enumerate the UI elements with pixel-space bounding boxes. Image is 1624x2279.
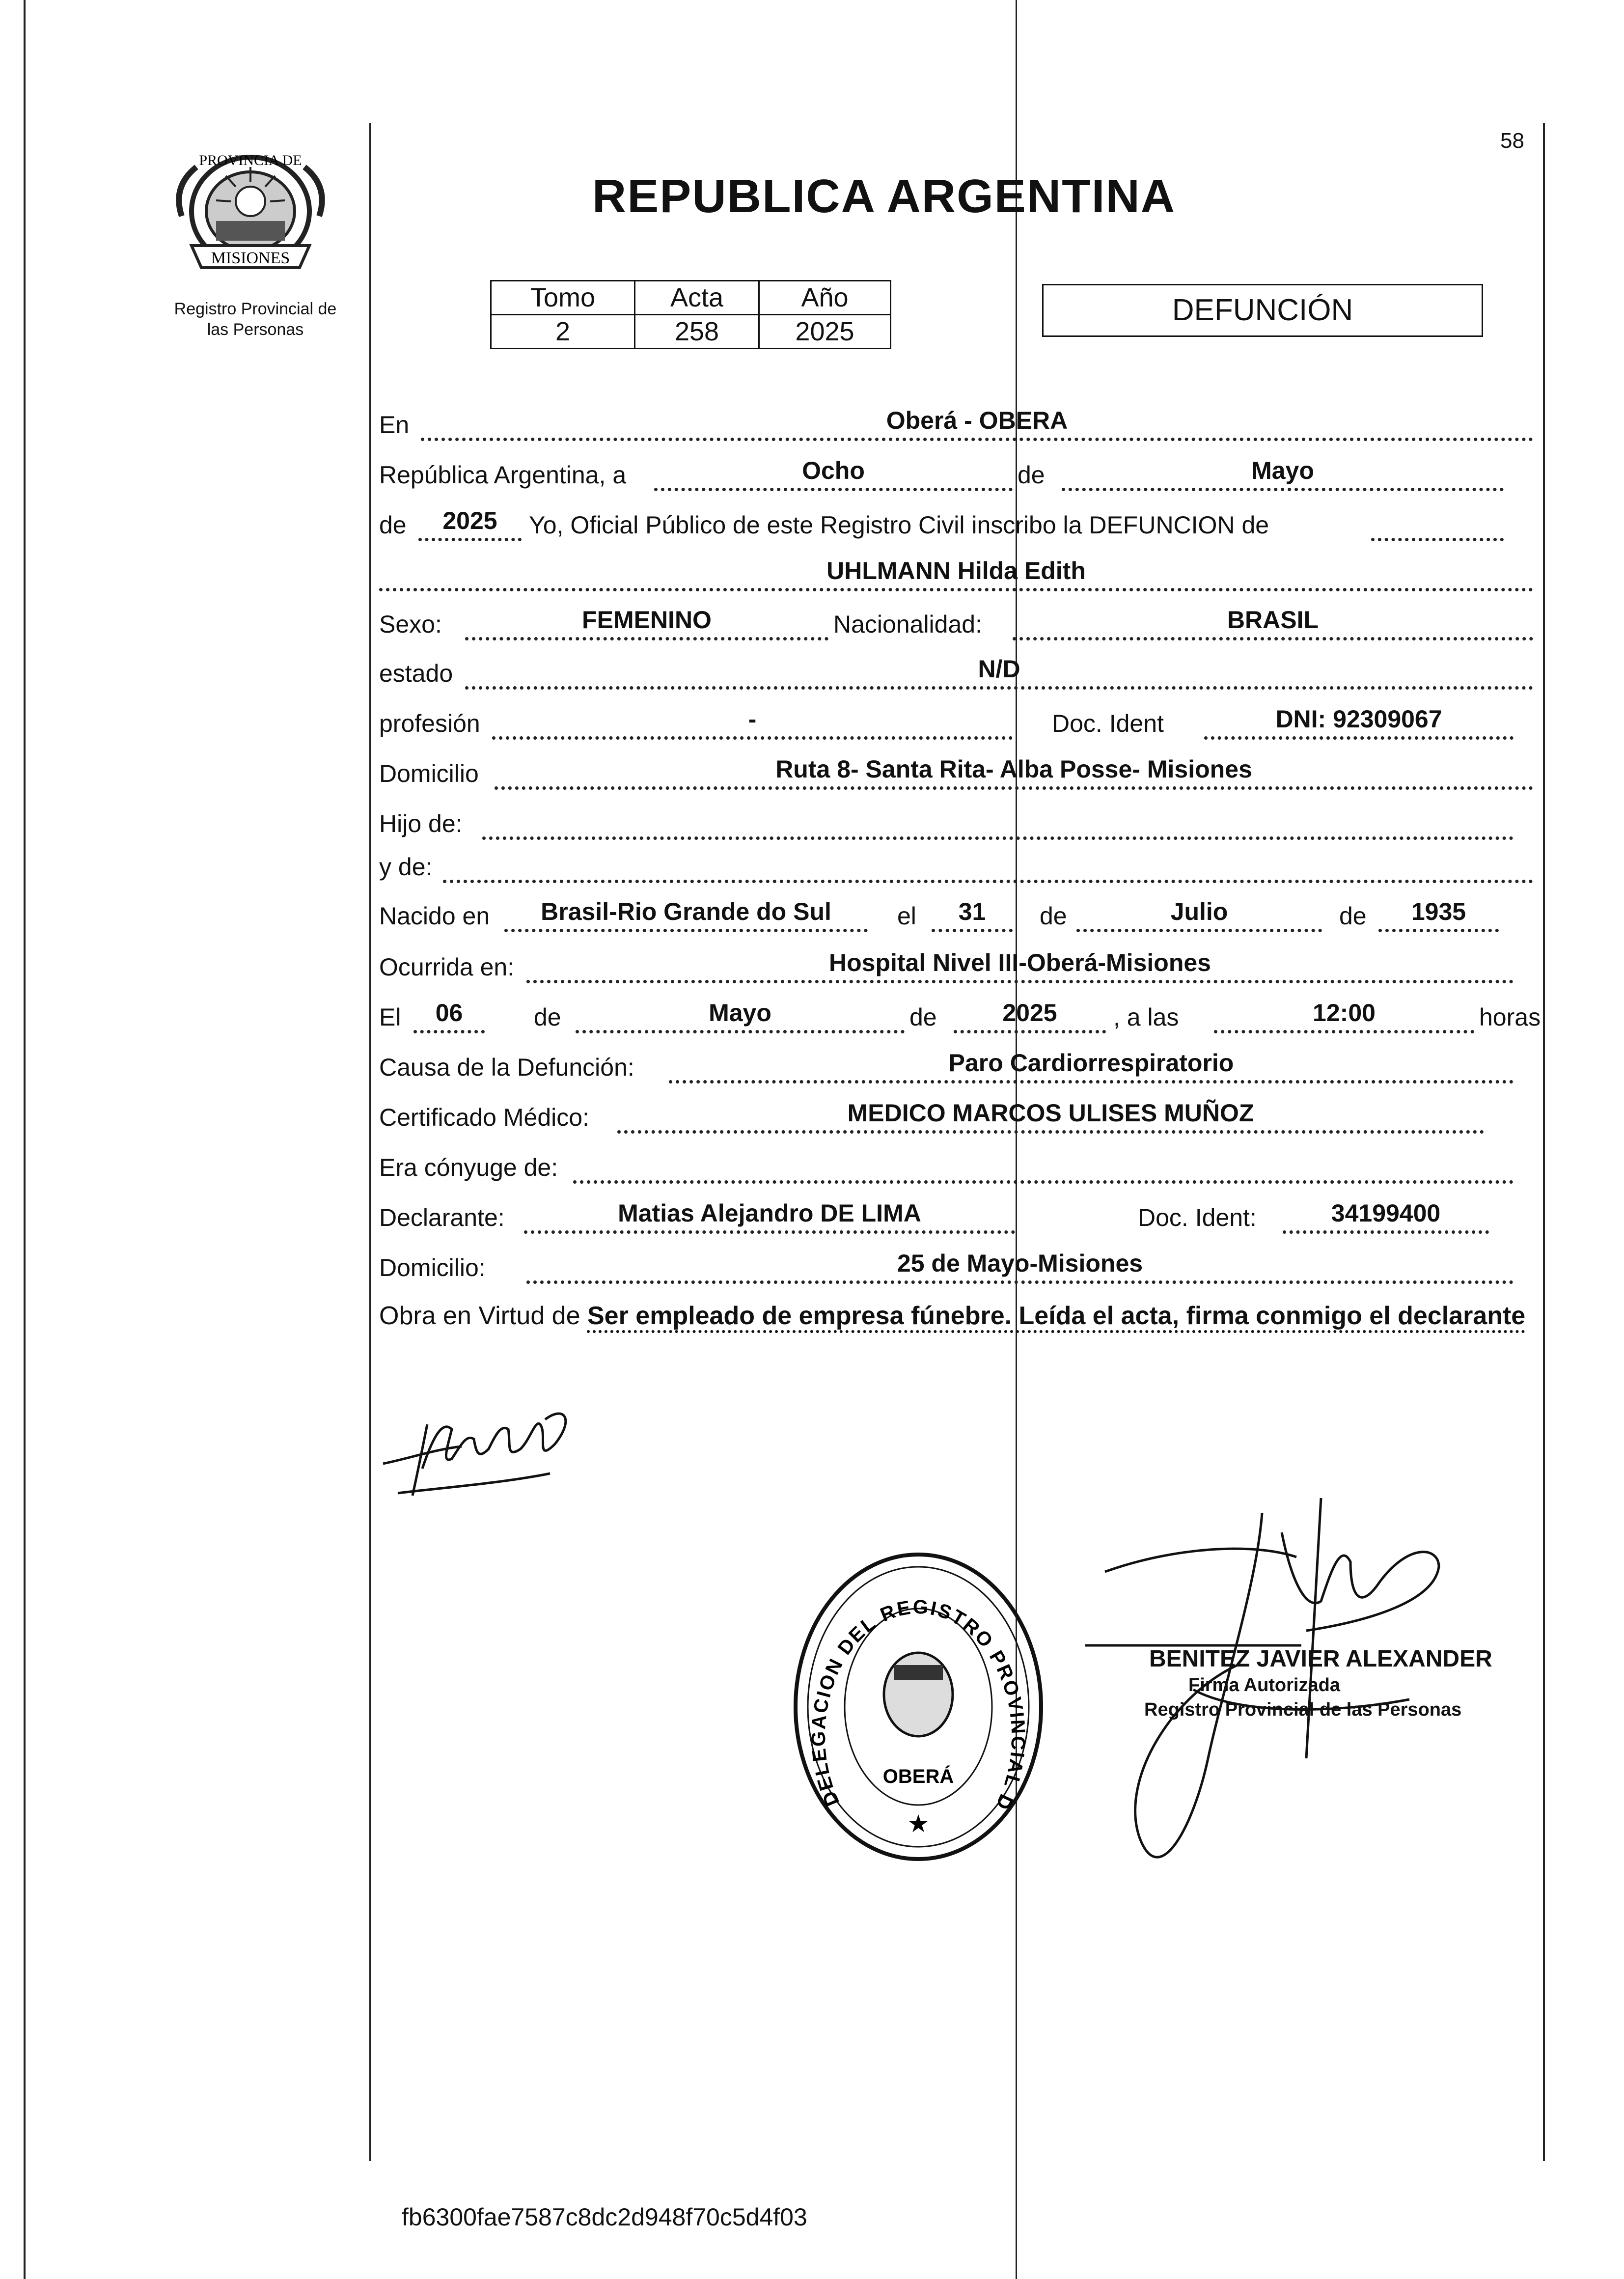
field-y-de [443, 845, 1533, 883]
row-domicilio: Domicilio Ruta 8- Santa Rita- Alba Posse- Misiones [379, 747, 1538, 796]
svg-text:DELEGACION DEL REGISTRO PROVIN: DELEGACION DEL REGISTRO PROVINCIAL D [807, 1596, 1029, 1814]
field-anio-nacimiento: 1935 [1378, 894, 1499, 932]
row-lugar: En Oberá - OBERA [379, 398, 1538, 447]
row-certificado: Certificado Médico: MEDICO MARCOS ULISES MUÑOZ [379, 1090, 1538, 1140]
field-hijo [482, 802, 1514, 840]
field-mes-defuncion: Mayo [576, 996, 905, 1033]
record-type-box: DEFUNCIÓN [1042, 284, 1483, 337]
field-certificado: MEDICO MARCOS ULISES MUÑOZ [617, 1096, 1484, 1134]
field-lugar-nacimiento: Brasil-Rio Grande do Sul [504, 894, 868, 932]
declarant-signature [378, 1390, 584, 1508]
field-dia: Ocho [654, 453, 1013, 491]
field-nacionalidad: BRASIL [1013, 603, 1533, 640]
row-y-de: y de: [379, 840, 1538, 889]
row-ocurrida: Ocurrida en: Hospital Nivel III-Oberá-Misiones [379, 940, 1538, 989]
row-causa: Causa de la Defunción: Paro Cardiorrespiratorio [379, 1040, 1538, 1089]
field-profesion: - [492, 702, 1013, 740]
official-seal [786, 1547, 1051, 1866]
field-anio-defuncion: 2025 [954, 996, 1106, 1033]
svg-text:★: ★ [907, 1809, 930, 1838]
page-title: REPUBLICA ARGENTINA [592, 170, 1176, 222]
page-number: 58 [1500, 129, 1524, 153]
obra-en-virtud: Obra en Virtud de Ser empleado de empresa fúnebre. Leída el acta, firma conmigo el declarante [379, 1302, 1526, 1330]
field-dia-defuncion: 06 [413, 996, 485, 1033]
left-margin-line [24, 0, 26, 2279]
field-hora: 12:00 [1214, 996, 1474, 1033]
official-office: Registro Provincial de las Personas [1144, 1699, 1462, 1720]
field-dia-nacimiento: 31 [932, 894, 1013, 932]
table-cell-tomo: 2 [491, 315, 635, 349]
obra-value: Ser empleado de empresa fúnebre. Leída el acta, firma conmigo el declarante [587, 1302, 1526, 1330]
field-doc-declarante: 34199400 [1283, 1196, 1489, 1234]
row-domicilio-declarante: Domicilio: 25 de Mayo-Misiones [379, 1241, 1538, 1290]
row-hijo: Hijo de: [379, 797, 1538, 846]
field-domicilio: Ruta 8- Santa Rita- Alba Posse- Misiones [495, 752, 1533, 790]
table-cell-ano: 2025 [759, 315, 891, 349]
field-causa: Paro Cardiorrespiratorio [669, 1046, 1514, 1084]
acta-table [490, 280, 891, 349]
field-mes-nacimiento: Julio [1076, 894, 1322, 932]
official-name: BENITEZ JAVIER ALEXANDER [1149, 1646, 1492, 1672]
field-nombre-fallecido: UHLMANN Hilda Edith [379, 554, 1533, 591]
row-nacimiento: Nacido en Brasil-Rio Grande do Sul el 31 de Julio de 1935 [379, 889, 1538, 938]
row-anio: de 2025 Yo, Oficial Público de este Registro Civil inscribo la DEFUNCION de [379, 498, 1538, 547]
field-conyuge [573, 1146, 1514, 1184]
svg-text:MISIONES: MISIONES [211, 249, 290, 267]
table-header-tomo: Tomo [491, 281, 635, 315]
right-margin-line [1543, 123, 1545, 2161]
field-declarante: Matias Alejandro DE LIMA [524, 1196, 1015, 1234]
field-anio-extra [1371, 503, 1504, 541]
center-fold-line [1016, 0, 1017, 2279]
field-ocurrida: Hospital Nivel III-Oberá-Misiones [526, 945, 1514, 983]
table-cell-acta: 258 [635, 315, 759, 349]
svg-text:PROVINCIA DE: PROVINCIA DE [199, 152, 302, 168]
field-doc-ident: DNI: 92309067 [1204, 702, 1514, 740]
official-role: Firma Autorizada [1188, 1675, 1340, 1695]
field-domicilio-declarante: 25 de Mayo-Misiones [526, 1246, 1514, 1284]
field-mes: Mayo [1062, 453, 1504, 491]
row-fecha: República Argentina, a Ocho de Mayo [379, 448, 1538, 497]
row-conyuge: Era cónyuge de: [379, 1140, 1538, 1190]
row-fecha-defuncion: El 06 de Mayo de 2025 , a las 12:00 horas [379, 990, 1538, 1039]
row-nombre [379, 548, 1538, 597]
document-hash: fb6300fae7587c8dc2d948f70c5d4f03 [402, 2203, 807, 2231]
table-header-acta: Acta [635, 281, 759, 315]
row-declarante: Declarante: Matias Alejandro DE LIMA Doc. Ident: 34199400 [379, 1191, 1538, 1240]
field-anio: 2025 [418, 503, 522, 541]
svg-text:OBERÁ: OBERÁ [882, 1766, 954, 1787]
form-left-rule [369, 123, 371, 2161]
province-emblem [162, 147, 339, 280]
field-estado: N/D [465, 652, 1533, 690]
row-sexo: Sexo: FEMENINO Nacionalidad: BRASIL [379, 597, 1538, 646]
field-sexo: FEMENINO [465, 603, 828, 640]
table-header-ano: Año [759, 281, 891, 315]
institution-name: Registro Provincial de las Personas [174, 300, 337, 339]
row-profesion: profesión - Doc. Ident DNI: 92309067 [379, 696, 1538, 746]
row-estado: estado N/D [379, 646, 1538, 695]
field-lugar: Oberá - OBERA [421, 403, 1533, 441]
